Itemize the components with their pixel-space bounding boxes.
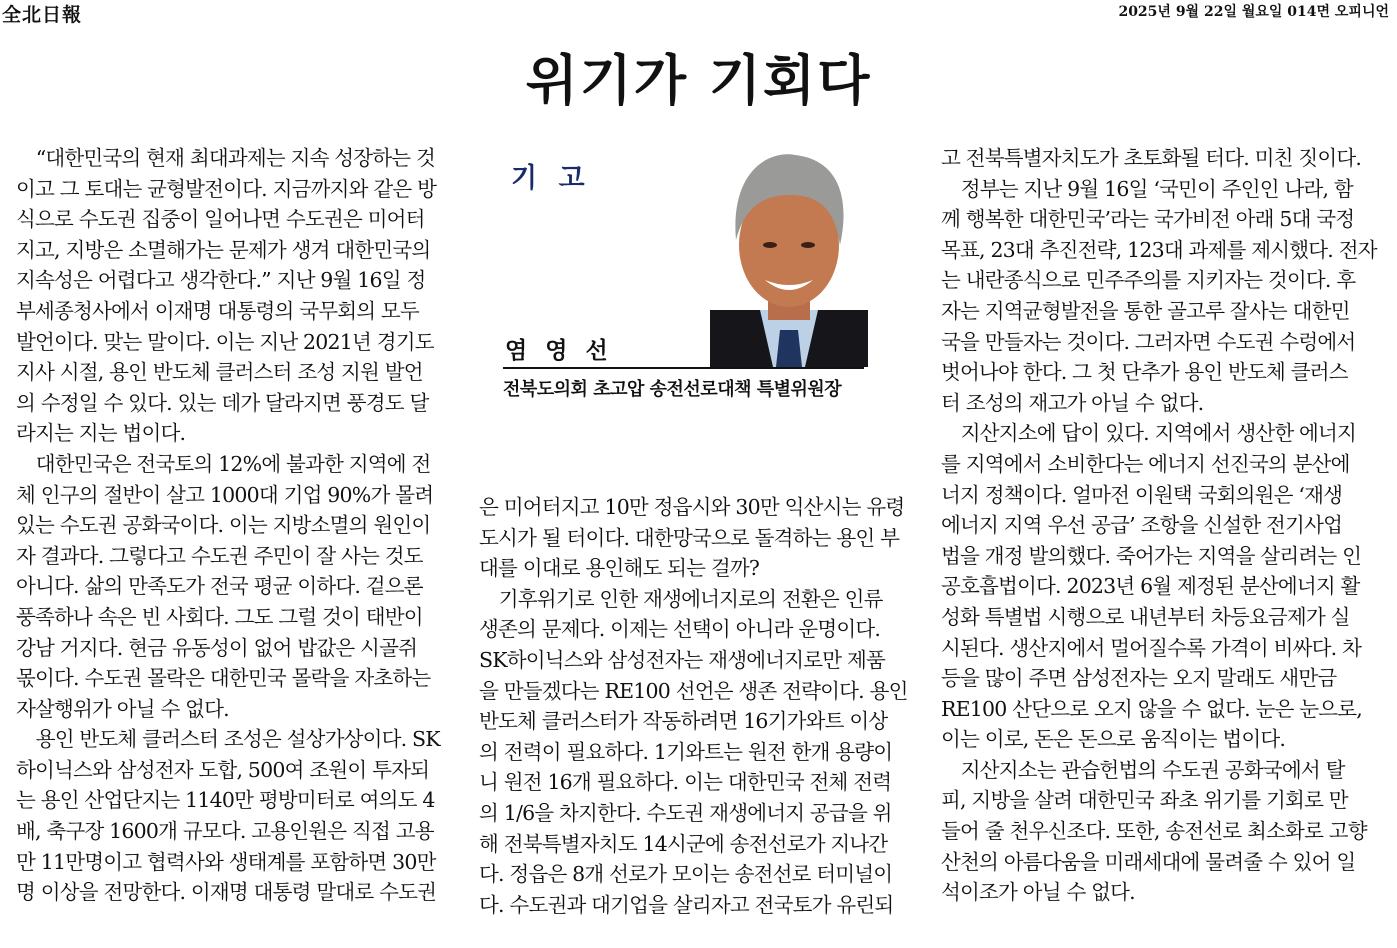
text-line: 생존의 문제다. 이제는 선택이 아니라 운명이다. [479, 617, 881, 642]
text-line: 에너지 지역 우선 공급’ 조항을 신설한 전기사업 [941, 513, 1343, 538]
text-line: 피, 지방을 살려 대한민국 좌초 위기를 기회로 만 [941, 788, 1348, 813]
text-line: 지산지소는 관습헌법의 수도권 공화국에서 탈 [941, 757, 1345, 782]
text-line: 석이조가 아닐 수 없다. [941, 880, 1135, 905]
text-line: 이고 그 토대는 균형발전이다. 지금까지와 같은 방 [16, 176, 437, 201]
section-label: 기 고 [511, 163, 591, 194]
text-line: 의 수정일 수 있다. 있는 데가 달라지면 풍경도 달 [16, 390, 429, 415]
text-line: 는 용인 산업단지는 1140만 평방미터로 여의도 4 [16, 788, 435, 813]
author-photo [710, 150, 868, 367]
text-line: 지고, 지방은 소멸해가는 문제가 생겨 대한민국의 [16, 237, 431, 262]
text-line: 기후위기로 인한 재생에너지로의 전환은 인류 [479, 586, 883, 611]
text-line: 터 조성의 재고가 아닐 수 없다. [941, 390, 1204, 415]
text-line: 를 지역에서 소비한다는 에너지 선진국의 분산에 [941, 451, 1350, 476]
dateline: 2025년 9월 22일 월요일 014면 오피니언 [1118, 4, 1389, 20]
text-line: 자는 지역균형발전을 통한 골고루 잘사는 대한민 [941, 298, 1350, 323]
text-line: 강남 거지다. 현금 유동성이 없어 밥값은 시골쥐 [16, 635, 418, 660]
text-line: 의 1/6을 차지한다. 수도권 재생에너지 공급을 위 [479, 800, 892, 825]
text-line: 대를 이대로 용인해도 되는 걸까? [479, 556, 760, 581]
text-line: 체 인구의 절반이 살고 1000대 기업 90%가 몰려 [16, 482, 434, 507]
text-line: 명 이상을 전망한다. 이재명 대통령 말대로 수도권 [16, 880, 437, 905]
text-line: 풍족하나 속은 빈 사회다. 그도 그럴 것이 태반이 [16, 604, 423, 629]
text-line: 목표, 23대 추진전략, 123대 과제를 제시했다. 전자 [941, 237, 1377, 262]
article-column-3 [941, 143, 1381, 908]
text-line: 자살행위가 아닐 수 없다. [16, 696, 229, 721]
text-line: 해 전북특별자치도 14시군에 송전선로가 지나간 [479, 831, 888, 856]
text-line: 식으로 수도권 집중이 일어나면 수도권은 미어터 [16, 207, 425, 232]
text-line: 벗어나야 한다. 그 첫 단추가 용인 반도체 클러스 [941, 360, 1348, 385]
text-line: 의 전력이 필요하다. 1기와트는 원전 한개 용량이 [479, 739, 893, 764]
text-line: 반도체 클러스터가 작동하려면 16기가와트 이상 [479, 709, 888, 734]
text-line: 배, 축구장 1600개 규모다. 고용인원은 직접 고용 [16, 819, 434, 844]
text-line: 니 원전 16개 필요하다. 이는 대한민국 전체 전력 [479, 770, 892, 795]
text-line: 지산지소에 답이 있다. 지역에서 생산한 에너지 [941, 421, 1357, 446]
text-line: “대한민국의 현재 최대과제는 지속 성장하는 것 [16, 146, 436, 170]
text-line: 정부는 지난 9월 16일 ‘국민이 주인인 나라, 함 [941, 176, 1353, 201]
text-line: 을 만들겠다는 RE100 선언은 생존 전략이다. 용인 [479, 678, 908, 703]
text-line: 하이닉스와 삼성전자 도합, 500여 조원이 투자되 [16, 757, 430, 782]
text-line: 고 전북특별자치도가 초토화될 터다. 미친 짓이다. [941, 146, 1362, 170]
author-role: 전북도의회 초고압 송전선로대책 특별위원장 [503, 379, 842, 400]
text-line: 국을 만들자는 것이다. 그러자면 수도권 수렁에서 [941, 329, 1356, 354]
text-line: 다. 정읍은 8개 선로가 모이는 송전선로 터미널이 [479, 862, 893, 887]
text-line: 만 11만명이고 협력사와 생태계를 포함하면 30만 [16, 849, 436, 874]
text-line: 이는 이로, 돈은 돈으로 움직이는 법이다. [941, 727, 1286, 752]
text-line: 도시가 될 터이다. 대한망국으로 돌격하는 용인 부 [479, 525, 900, 550]
text-line: 산천의 아름다움을 미래세대에 물려줄 수 있어 일 [941, 849, 1356, 874]
text-line: 몫이다. 수도권 몰락은 대한민국 몰락을 자초하는 [16, 666, 431, 691]
text-line: 아니다. 삶의 만족도가 전국 평균 이하다. 겉으론 [16, 574, 423, 599]
article-column-1 [16, 143, 456, 908]
text-line: 라지는 지는 법이다. [16, 421, 186, 446]
text-line: 발언이다. 맞는 말이다. 이는 지난 2021년 경기도 [16, 329, 434, 354]
text-line: RE100 산단으로 오지 않을 수 없다. 눈은 눈으로, [941, 696, 1363, 721]
text-line: 성화 특별법 시행으로 내년부터 차등요금제가 실 [941, 604, 1350, 629]
headline: 위기가 기회다 [525, 49, 872, 112]
text-line: 들어 줄 천우신조다. 또한, 송전선로 최소화로 고향 [941, 819, 1367, 844]
text-line: 시된다. 생산지에서 멀어질수록 가격이 비싸다. 차 [941, 635, 1362, 660]
article-column-2 [479, 492, 919, 920]
text-line: 부세종청사에서 이재명 대통령의 국무회의 모두 [16, 298, 419, 323]
divider [503, 367, 864, 369]
text-line: 너지 정책이다. 얼마전 이원택 국회의원은 ‘재생 [941, 482, 1343, 507]
text-line: 법을 개정 발의했다. 죽어가는 지역을 살리려는 인 [941, 543, 1362, 568]
text-line: 다. 수도권과 대기업을 살리자고 전국토가 유린되 [479, 892, 894, 917]
text-line: 용인 반도체 클러스터 조성은 설상가상이다. SK [16, 727, 440, 752]
text-line: 대한민국은 전국토의 12%에 불과한 지역에 전 [16, 451, 431, 476]
text-line: 은 미어터지고 10만 정읍시와 30만 익산시는 유령 [479, 495, 905, 519]
text-line: 께 행복한 대한민국’라는 국가비전 아래 5대 국정 [941, 207, 1355, 232]
text-line: 지사 시절, 용인 반도체 클러스터 조성 지원 발언 [16, 360, 423, 385]
newspaper-logo: 全北日報 [2, 4, 83, 26]
text-line: 는 내란종식으로 민주주의를 지키자는 것이다. 후 [941, 268, 1356, 293]
text-line: 등을 많이 주면 삼성전자는 오지 말래도 새만금 [941, 666, 1337, 691]
text-line: 지속성은 어렵다고 생각한다.” 지난 9월 16일 정 [16, 268, 426, 293]
text-line: 공호흡법이다. 2023년 6월 제정된 분산에너지 활 [941, 574, 1360, 599]
text-line: 자 결과다. 그렇다고 수도권 주민이 잘 사는 것도 [16, 543, 423, 568]
text-line: 있는 수도권 공화국이다. 이는 지방소멸의 원인이 [16, 513, 431, 538]
text-line: SK하이닉스와 삼성전자는 재생에너지로만 제품 [479, 647, 885, 672]
author-name: 염 영 선 [505, 338, 613, 364]
